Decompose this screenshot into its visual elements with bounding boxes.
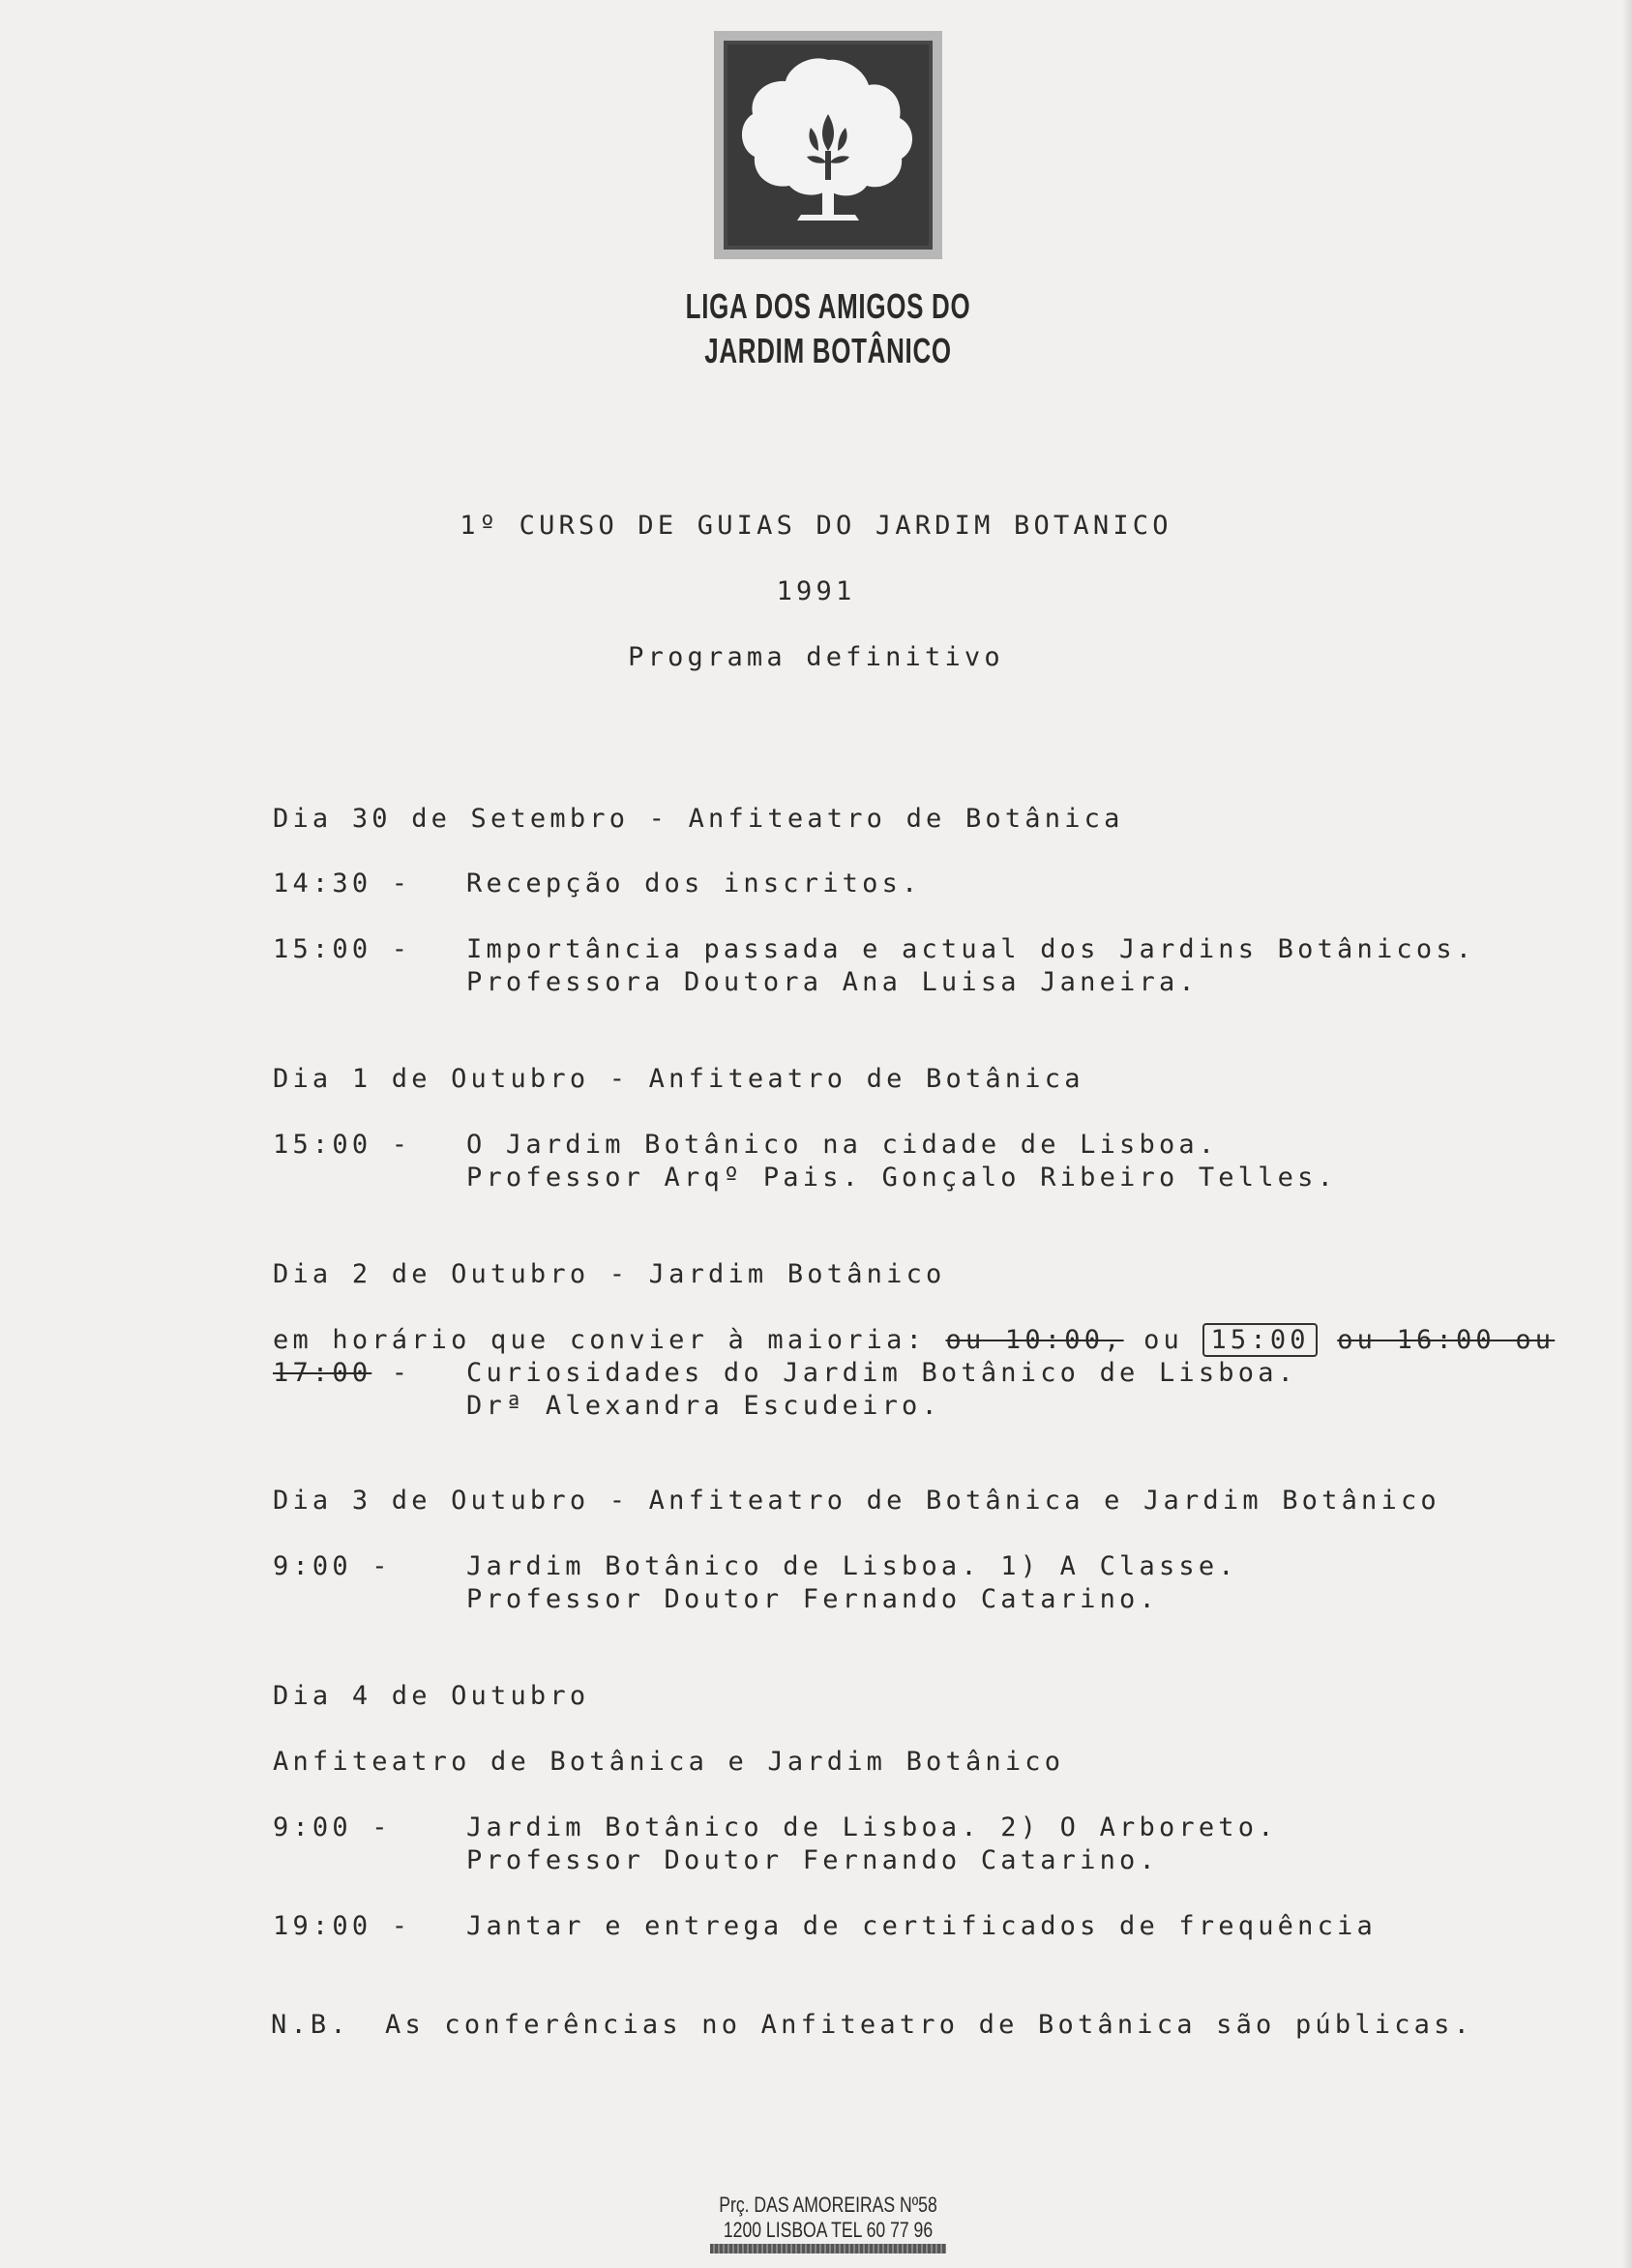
day-heading: Dia 30 de Setembro - Anfiteatro de Botânica [273,804,1124,834]
session-title: Jardim Botânico de Lisboa. 1) A Classe. [466,1551,1238,1581]
session-title: O Jardim Botânico na cidade de Lisboa. [466,1130,1219,1160]
struck-option: 17:00 [273,1358,372,1388]
org-name-line2: JARDIM BOTÂNICO [704,331,952,370]
option-or: ou [1143,1325,1183,1355]
session-dash: - [391,1358,412,1388]
document-subtitle: Programa definitivo [628,642,1004,672]
document-year: 1991 [776,576,856,606]
session-speaker: Professor Doutor Fernando Catarino. [466,1845,1159,1875]
struck-option: ou 10:00, [945,1325,1124,1355]
session-speaker: Professor Arqº Pais. Gonçalo Ribeiro Telles. [466,1163,1338,1193]
session-title: Jantar e entrega de certificados de frequência [466,1911,1377,1941]
note-text: As conferências no Anfiteatro de Botânica são públicas. [385,2010,1474,2040]
day-heading: Dia 1 de Outubro - Anfiteatro de Botânica [273,1064,1084,1094]
tree-logo-icon [714,31,942,259]
page-edge [1622,0,1632,2268]
session-time: 19:00 - [273,1911,412,1941]
document-title: 1º CURSO DE GUIAS DO JARDIM BOTANICO [460,511,1172,541]
session-time: 15:00 - [273,1130,412,1160]
session-title: Curiosidades do Jardim Botânico de Lisboa. [466,1358,1298,1388]
footer-phone: 1200 LISBOA TEL 60 77 96 [723,2218,934,2242]
struck-time-line [273,1358,411,1388]
session-speaker: Professor Doutor Fernando Catarino. [466,1584,1159,1614]
session-time: 9:00 - [273,1551,392,1581]
session-title: Recepção dos inscritos. [466,869,922,898]
struck-option: ou 16:00 ou [1337,1325,1556,1355]
session-title: Importância passada e actual dos Jardins Botânicos. [466,934,1476,964]
day-heading: Dia 3 de Outubro - Anfiteatro de Botânica e Jardim Botânico [273,1486,1440,1516]
session-time: 9:00 - [273,1812,392,1842]
chosen-time-box: 15:00 [1202,1323,1317,1357]
note-label: N.B. [271,2010,350,2040]
schedule-prefix: em horário que convier à maioria: [273,1325,927,1355]
day-heading: Dia 4 de Outubro [273,1681,590,1711]
session-speaker: Professora Doutora Ana Luisa Janeira. [466,967,1199,997]
org-name-line1: LIGA DOS AMIGOS DO [685,286,971,326]
footer-rule [710,2244,946,2253]
day-heading: Dia 2 de Outubro - Jardim Botânico [273,1259,946,1289]
day-location: Anfiteatro de Botânica e Jardim Botânico [273,1747,1065,1777]
session-time: 15:00 - [273,934,412,964]
session-speaker: Drª Alexandra Escudeiro. [466,1391,941,1421]
schedule-options-line [273,1325,1555,1355]
session-time: 14:30 - [273,869,412,898]
session-title: Jardim Botânico de Lisboa. 2) O Arboreto. [466,1812,1278,1842]
footer-address: Prç. DAS AMOREIRAS Nº58 [719,2193,937,2217]
